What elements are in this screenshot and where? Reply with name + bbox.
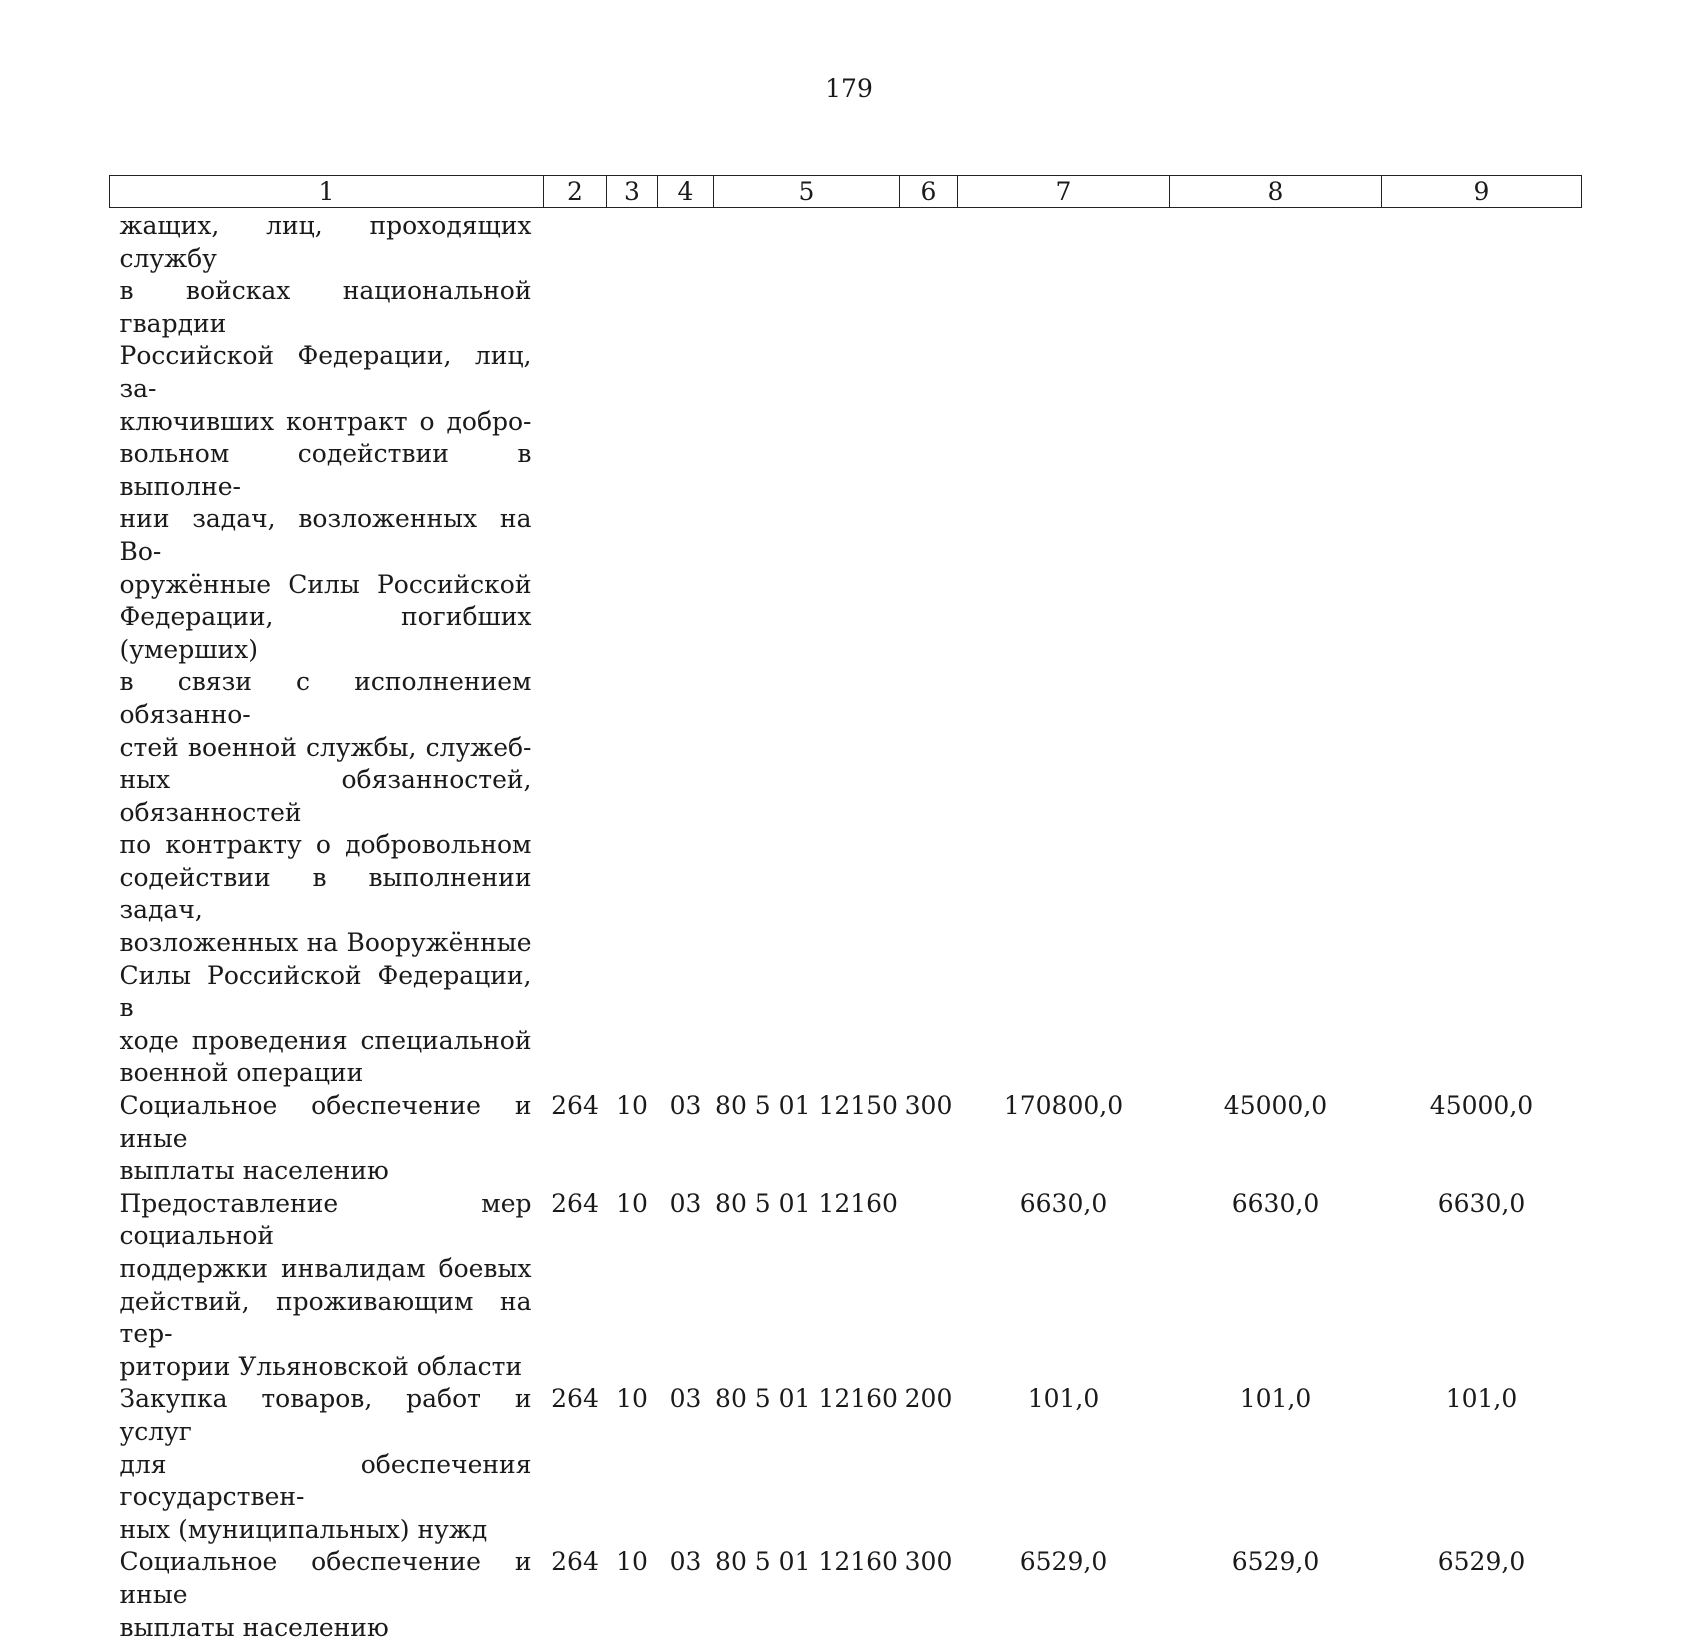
row-name-line: Социальное обеспечение и иные — [120, 1546, 532, 1611]
row-name-line: стей военной службы, служеб- — [120, 732, 532, 765]
cell-col-7: 101,0 — [958, 1383, 1170, 1546]
cell-col-3: 10 — [607, 1188, 658, 1384]
column-header-4: 4 — [658, 176, 714, 208]
row-name-line: Предоставление мер социальной — [120, 1188, 532, 1253]
cell-col-3: 10 — [607, 1546, 658, 1644]
column-header-6: 6 — [900, 176, 958, 208]
column-header-9: 9 — [1382, 176, 1582, 208]
row-name-line: действий, проживающим на тер- — [120, 1286, 532, 1351]
row-name-line: содействии в выполнении задач, — [120, 862, 532, 927]
cell-col-2: 264 — [544, 1188, 607, 1384]
row-name-line: выплаты населению — [120, 1612, 532, 1644]
row-name-line: выплаты населению — [120, 1155, 532, 1188]
row-name-line: жащих, лиц, проходящих службу — [120, 210, 532, 275]
cell-col-3 — [607, 208, 658, 1091]
cell-col-9: 6630,0 — [1382, 1188, 1582, 1384]
row-name-line: по контракту о добровольном — [120, 829, 532, 862]
cell-col-4: 03 — [658, 1090, 714, 1188]
table-body — [110, 208, 1582, 1644]
cell-col-6: 300 — [900, 1090, 958, 1188]
cell-col-2: 264 — [544, 1383, 607, 1546]
column-header-1: 1 — [110, 176, 544, 208]
cell-col-4: 03 — [658, 1546, 714, 1644]
row-name-cell — [110, 1090, 544, 1188]
cell-col-9: 101,0 — [1382, 1383, 1582, 1546]
row-name-cell — [110, 1188, 544, 1384]
cell-col-8: 6630,0 — [1170, 1188, 1382, 1384]
row-name-cell — [110, 1546, 544, 1644]
cell-col-9: 45000,0 — [1382, 1090, 1582, 1188]
cell-col-8: 6529,0 — [1170, 1546, 1382, 1644]
table-row — [110, 1090, 1582, 1188]
row-name-line: Социальное обеспечение и иные — [120, 1090, 532, 1155]
row-name-line: нии задач, возложенных на Во- — [120, 503, 532, 568]
column-header-2: 2 — [544, 176, 607, 208]
cell-col-6: 200 — [900, 1383, 958, 1546]
column-header-3: 3 — [607, 176, 658, 208]
row-name-line: поддержки инвалидам боевых — [120, 1253, 532, 1286]
cell-col-7 — [958, 208, 1170, 1091]
cell-col-9: 6529,0 — [1382, 1546, 1582, 1644]
cell-col-4: 03 — [658, 1188, 714, 1384]
cell-col-7: 170800,0 — [958, 1090, 1170, 1188]
cell-col-9 — [1382, 208, 1582, 1091]
row-name-line: ных обязанностей, обязанностей — [120, 764, 532, 829]
row-name-line: ходе проведения специальной — [120, 1025, 532, 1058]
row-name-line: Силы Российской Федерации, в — [120, 960, 532, 1025]
budget-table — [109, 175, 1582, 1644]
row-name-line: Российской Федерации, лиц, за- — [120, 340, 532, 405]
row-name-cell — [110, 1383, 544, 1546]
cell-col-4: 03 — [658, 1383, 714, 1546]
cell-col-3: 10 — [607, 1383, 658, 1546]
table-row — [110, 1546, 1582, 1644]
row-name-line: Закупка товаров, работ и услуг — [120, 1383, 532, 1448]
cell-col-5: 80 5 01 12160 — [714, 1188, 900, 1384]
row-name-line: ритории Ульяновской области — [120, 1351, 532, 1384]
row-name-line: Федерации, погибших (умерших) — [120, 601, 532, 666]
column-header-7: 7 — [958, 176, 1170, 208]
cell-col-5 — [714, 208, 900, 1091]
row-name-line: ных (муниципальных) нужд — [120, 1514, 532, 1547]
cell-col-6 — [900, 208, 958, 1091]
cell-col-8: 101,0 — [1170, 1383, 1382, 1546]
row-name-line: возложенных на Вооружённые — [120, 927, 532, 960]
cell-col-2: 264 — [544, 1090, 607, 1188]
cell-col-3: 10 — [607, 1090, 658, 1188]
row-name-line: в связи с исполнением обязанно- — [120, 666, 532, 731]
page-number: 179 — [0, 74, 1698, 104]
row-name-line: в войсках национальной гвардии — [120, 275, 532, 340]
cell-col-8 — [1170, 208, 1382, 1091]
cell-col-7: 6630,0 — [958, 1188, 1170, 1384]
cell-col-5: 80 5 01 12160 — [714, 1546, 900, 1644]
cell-col-2: 264 — [544, 1546, 607, 1644]
column-header-5: 5 — [714, 176, 900, 208]
row-name-line: для обеспечения государствен- — [120, 1449, 532, 1514]
table-row — [110, 208, 1582, 1091]
cell-col-2 — [544, 208, 607, 1091]
cell-col-4 — [658, 208, 714, 1091]
row-name-line: ключивших контракт о добро- — [120, 406, 532, 439]
row-name-cell — [110, 208, 544, 1091]
cell-col-7: 6529,0 — [958, 1546, 1170, 1644]
header-row — [110, 176, 1582, 208]
table-row — [110, 1383, 1582, 1546]
row-name-line: военной операции — [120, 1057, 532, 1090]
row-name-line: оружённые Силы Российской — [120, 569, 532, 602]
cell-col-6: 300 — [900, 1546, 958, 1644]
table-row — [110, 1188, 1582, 1384]
row-name-line: вольном содействии в выполне- — [120, 438, 532, 503]
column-header-8: 8 — [1170, 176, 1382, 208]
cell-col-8: 45000,0 — [1170, 1090, 1382, 1188]
cell-col-6 — [900, 1188, 958, 1384]
cell-col-5: 80 5 01 12160 — [714, 1383, 900, 1546]
cell-col-5: 80 5 01 12150 — [714, 1090, 900, 1188]
